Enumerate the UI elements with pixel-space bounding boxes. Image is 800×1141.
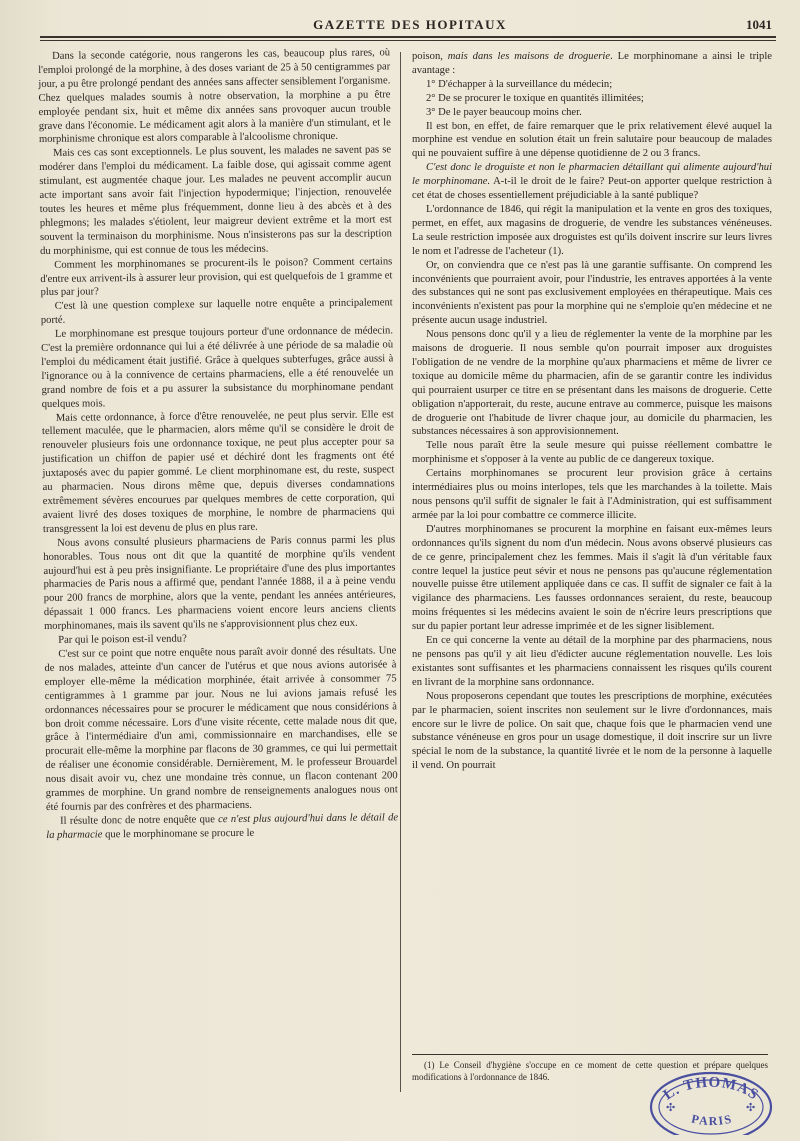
journal-title: GAZETTE DES HOPITAUX	[313, 17, 507, 32]
svg-text:PARIS	[690, 1112, 734, 1129]
stamp-top-text: L. THOMAS	[660, 1074, 762, 1104]
paragraph: Mais ces cas sont exceptionnels. Le plus souvent, les malades ne savent pas se modérer dans l'emploi du médicament. La faible dose, qui agissait comme agent stimulant, est augmentée chaque jour. Les malades ne peuvent accomplir aucun acte important sans avoir fait l'injection hypodermique; l'injection, renouvelée toutes les heures et même plus fréquemment, donne lieu à des abcès et à des phlegmons; les malades s'étiolent, leur maigreur devient extrême et la mort est souvent la terminaison du morphinisme. Nous n'insisterons pas sur la description du morphinisme, qui est connue de tous les médecins.	[39, 144, 392, 257]
footnote-rule	[412, 1054, 768, 1055]
paragraph: Par qui le poison est-il vendu?	[58, 633, 187, 646]
paragraph: Le morphinomane est presque toujours porteur d'une ordonnance de médecin. C'est la première ordonnance qui lui a été délivrée à une période de sa maladie où l'emploi du médicament était justifié. Grâce à quelques subterfuges, grâce aussi à l'ignorance ou à la connivence de certains pharmaciens, elle a été renouvelée un grand nombre de fois et a pu assurer la subsistance du morphinomane pendant quelques mois.	[41, 325, 394, 410]
header-rule	[40, 36, 776, 38]
library-stamp	[646, 1065, 776, 1135]
paragraph-emphasis	[412, 161, 772, 203]
text-run: Il résulte donc de notre enquête que	[60, 813, 219, 827]
paragraph-continued	[412, 50, 772, 78]
paragraph: Certains morphinomanes se procurent leur provision grâce à certains intermédiaires plus ou moins interlopes, tels que les marchandes à la toilette. Mais nous pensons qu'il suffit de signaler le fait à l'Administration, qui est suffisamment armée par la loi pour combattre ce commerce illicite.	[412, 468, 772, 521]
column-divider	[400, 52, 401, 1092]
paragraph: En ce qui concerne la vente au détail de la morphine par des pharmaciens, nous ne pensons pas qu'il y ait lieu d'édicter aucune réglementation nouvelle. Les lois existantes sont suffisantes et les pharmaciens connaissent les risques qu'ils courent en livrant de la morphine sans ordonnance.	[412, 635, 772, 688]
list-item: 2° De se procurer le toxique en quantités illimitées;	[426, 92, 644, 104]
text-run: que le morphinomane se procure le	[102, 827, 255, 841]
paragraph: Il est bon, en effet, de faire remarquer que le prix relativement élevé auquel la morphine est vendue en solution était un frein salutaire pour beaucoup de malades qui ne pouvaient suffire à une dépense quotidienne de 2 ou 3 francs.	[412, 120, 772, 160]
paragraph: Nous avons consulté plusieurs pharmaciens de Paris connus parmi les plus honorables. Tous nous ont dit que la quantité de morphine qu'ils vendent aujourd'hui est à peu près insignifiante. Le propriétaire d'une des plus importantes pharmacies de Paris nous a affirmé que, pendant l'année 1888, il a à peine vendu pour 200 francs de morphine, alors que la vente, pendant les années antérieures, dépassait 1 000 francs. Les pharmaciens voient encore leurs anciens clients morphinomanes, mais ils savent qu'ils ne s'approvisionnent plus chez eux.	[43, 534, 396, 633]
text-run: . Le morphinomane a ainsi le triple avantage :	[412, 51, 772, 76]
list-item: 3° De le payer beaucoup moins cher.	[426, 106, 582, 118]
text-run: poison,	[412, 51, 448, 62]
page-number: 1041	[746, 17, 772, 32]
footnote-text: (1) Le Conseil d'hygiène s'occupe en ce moment de cette question et prépare quelques modifications à l'ordonnance de 1846.	[412, 1060, 768, 1082]
paragraph: Nous proposerons cependant que toutes les prescriptions de morphine, exécutées par le pharmacien, soient inscrites non seulement sur le livre d'ordonnances, mais encore sur le livre de police. On sait que, chaque fois que le pharmacien vend une substance vénéneuse en gros pour un usage domestique, il doit inscrire sur un livre spécial le nom de la substance, la quantité livrée et le nom de la personne à laquelle il vend. On pourrait	[412, 690, 772, 772]
paragraph-conclusion	[46, 811, 398, 842]
running-header	[48, 14, 772, 36]
emphasis: ce n'est plus aujourd'hui dans le détail de la pharmacie	[46, 812, 399, 841]
right-column	[412, 50, 772, 773]
stamp-star-left: ✣	[666, 1101, 676, 1114]
stamp-star-right: ✣	[746, 1101, 756, 1114]
paragraph: Nous pensons donc qu'il y a lieu de réglementer la vente de la morphine par les maisons de droguerie. Il nous semble qu'on pourrait imposer aux droguistes l'obligation de ne vendre de la morphine qu'aux pharmaciens et même de livrer ce toxique au domicile même du pharmacien, afin de se garantir contre les individus qui pourraient usurper ce titre en se présentant dans les maisons de droguerie. Cette obligation n'apporterait, du reste, aucune entrave au commerce, puisque les maisons de droguerie ont l'habitude de livrer chaque jour, au domicile du pharmacien, les substances nécessaires à son approvisionnement.	[412, 329, 772, 438]
stamp-bottom-text: PARIS	[690, 1111, 734, 1129]
left-column	[38, 46, 398, 842]
paragraph: L'ordonnance de 1846, qui régit la manipulation et la vente en gros des toxiques, permet, en effet, aux magasins de droguerie, de vendre les substances vénéneuses. La seule restriction imposée aux droguistes est qu'ils doivent inscrire sur leurs livres le nom et l'adresse de l'acheteur (1).	[412, 203, 772, 257]
paragraph: Comment les morphinomanes se procurent-ils le poison? Comment certains d'entre eux arrivent-ils à assurer leur provision, qui est quelquefois de 1 gramme et plus par jour?	[40, 255, 393, 299]
text-run: A-t-il le droit de le faire? Peut-on apporter quelque restriction à cet état de choses essentiellement préjudiciable à la santé publique?	[412, 176, 773, 202]
paragraph: D'autres morphinomanes se procurent la morphine en faisant eux-mêmes leurs ordonnances qu'ils signent du nom d'un médecin. Nous avons observé plusieurs cas de ce genre, principalement chez les femmes. Mais il s'agit là d'un véritable faux contre lequel la justice peut sévir et nous ne pensons pas qu'aucune réglementation nouvelle puisse être utilement appliquée dans ce cas. Il suffit de signaler ce fait à la vigilance des pharmaciens. Les fausses ordonnances seraient, du reste, beaucoup moins fréquentes si les médecins avaient le soin de n'écrire leurs prescriptions que sur du papier portant leur adresse imprimée et de les signer lisiblement.	[412, 523, 772, 633]
paragraph: Dans la seconde catégorie, nous rangerons les cas, beaucoup plus rares, où l'emploi prolongé de la morphine, à des doses variant de 25 à 50 centigrammes par jour, a pu être prolongé pendant des années sans affecter sensiblement l'organisme. Chez quelques malades soumis à notre observation, la morphine a pu être employée pendant six, huit et même dix années sans provoquer aucun trouble grave dans l'économie. Le médicament agit alors à la manière d'un stimulant, et le morphinisme chronique est alors comparable à l'alcoolisme chronique.	[38, 47, 391, 146]
paragraph: C'est sur ce point que notre enquête nous paraît avoir donné des résultats. Une de nos malades, atteinte d'un cancer de l'utérus et que nous avions autorisée à employer elle-même la médication morphinée, était arrivée à consommer 75 centigrammes à 1 gramme par jour. Nous ne lui avions jamais refusé les ordonnances nécessaires pour se procurer le médicament que nous considérions à bon droit comme nécessaire. Lors d'une visite récente, cette malade nous dit que, grâce à l'intermédiaire d'un ami, commissionnaire en marchandises, elle se procurait elle-même la morphine par flacons de 30 grammes, ce qui lui permettait de réaliser une économie considérable. Dernièrement, M. le professeur Brouardel nous disait avoir vu, chez une mondaine très connue, un flacon contenant 200 grammes de morphine. Un grand nombre de renseignements analogues nous ont été fournis par des confrères et des pharmaciens.	[44, 645, 398, 813]
paragraph: Telle nous paraît être la seule mesure qui puisse réellement combattre le morphinisme et s'opposer à la vente au public de ce dangereux toxique.	[412, 440, 772, 466]
header-rule-thin	[40, 40, 776, 41]
emphasis: C'est donc le droguiste et non le pharmacien détaillant qui alimente aujourd'hui le morphinomane.	[412, 162, 772, 188]
paragraph: Mais cette ordonnance, à force d'être renouvelée, ne peut plus servir. Elle est tellement maculée, que le pharmacien, alors même qu'il se considère le droit de renouveler plusieurs fois une ordonnance toxique, ne peut plus accepter pour sa justification un chiffon de papier usé et déchiré dont les fragments ont été juxtaposés avec du papier gommé. Le client morphinomane est, du reste, suspect au pharmacien. Nous dirons même que, depuis diverses condamnations extrêmement sévères encourues par quelques membres de cette corporation, qui avaient livré des doses toxiques de morphine, le nombre de pharmaciens qui transgressent la loi est devenu de plus en plus rare.	[41, 408, 395, 535]
paragraph: Or, on conviendra que ce n'est pas là une garantie suffisante. On comprend les inconvénients que pourraient avoir, pour l'industrie, les entraves apportées à la vente des substances qui ne sont pas exclusivement employées en thérapeutique. Mais ces inconvénients n'existent pas pour la morphine qui ne s'emploie qu'en médecine et ne présente aucun usage industriel.	[412, 259, 772, 327]
list-item: 1° D'échapper à la surveillance du médecin;	[426, 78, 613, 90]
paragraph: C'est là une question complexe sur laquelle notre enquête a principalement porté.	[40, 297, 393, 327]
emphasis: mais dans les maisons de droguerie	[447, 51, 611, 62]
